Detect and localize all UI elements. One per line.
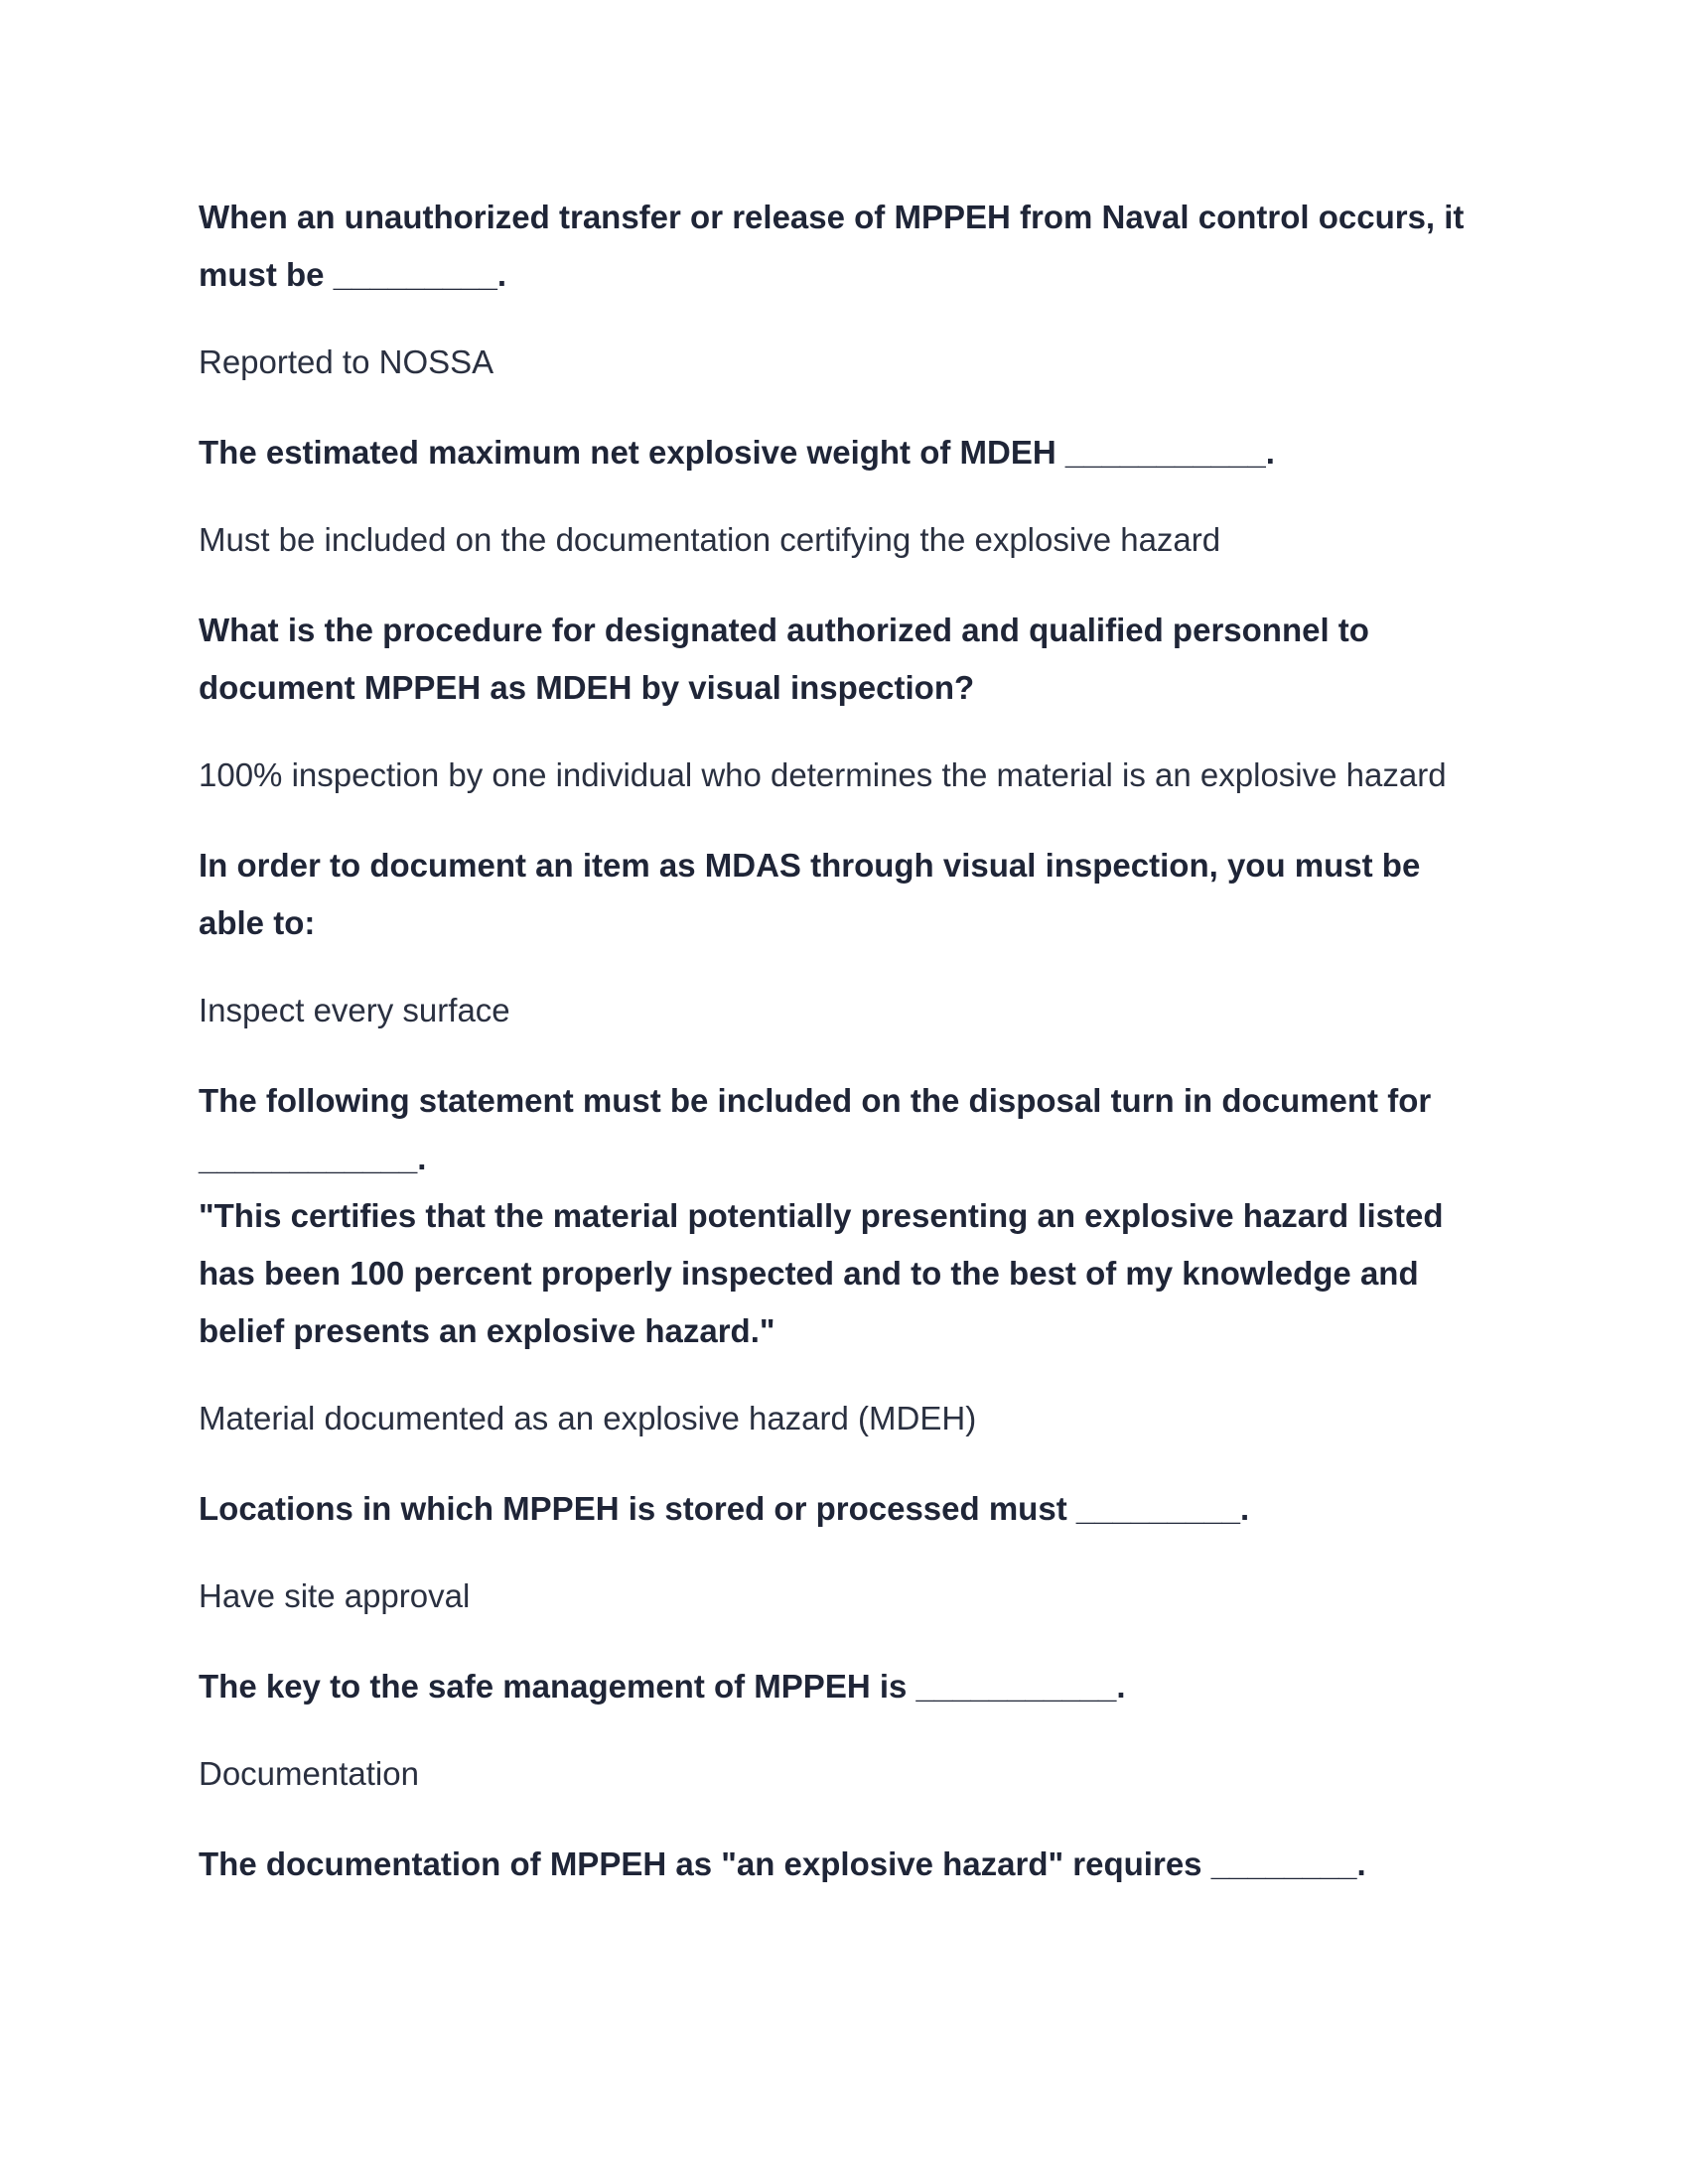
question-text: The key to the safe management of MPPEH is ___________.	[199, 1668, 1126, 1705]
qa-card	[199, 189, 1489, 391]
document-page	[199, 189, 1489, 1893]
answer-text: Have site approval	[199, 1577, 471, 1614]
qa-card	[199, 424, 1489, 569]
question-text: What is the procedure for designated authorized and qualified personnel to document MPPEH as MDEH by visual inspection?	[199, 612, 1369, 706]
answer-text: Reported to NOSSA	[199, 343, 494, 380]
question-text: The following statement must be included on the disposal turn in document for ____________. "This certifies that the material potentially presenting an explosive hazard listed has been 100 percent properly inspected and to the best of my knowledge and belief presents an explosive hazard."	[199, 1082, 1444, 1349]
question-text: Locations in which MPPEH is stored or processed must _________.	[199, 1490, 1250, 1527]
question-text: When an unauthorized transfer or release of MPPEH from Naval control occurs, it must be _________.	[199, 199, 1465, 293]
question-text: The documentation of MPPEH as "an explosive hazard" requires ________.	[199, 1845, 1366, 1882]
qa-card	[199, 1658, 1489, 1803]
answer-text: Must be included on the documentation certifying the explosive hazard	[199, 521, 1221, 558]
answer-text: Material documented as an explosive hazard (MDEH)	[199, 1400, 977, 1436]
question-text: The estimated maximum net explosive weight of MDEH ___________.	[199, 434, 1275, 471]
answer-text: Inspect every surface	[199, 992, 510, 1028]
qa-card	[199, 602, 1489, 804]
question-text: In order to document an item as MDAS through visual inspection, you must be able to:	[199, 847, 1421, 941]
qa-card	[199, 1480, 1489, 1625]
qa-card	[199, 1836, 1489, 1893]
answer-text: Documentation	[199, 1755, 419, 1792]
qa-card	[199, 837, 1489, 1039]
qa-card	[199, 1072, 1489, 1447]
answer-text: 100% inspection by one individual who determines the material is an explosive hazard	[199, 756, 1447, 793]
